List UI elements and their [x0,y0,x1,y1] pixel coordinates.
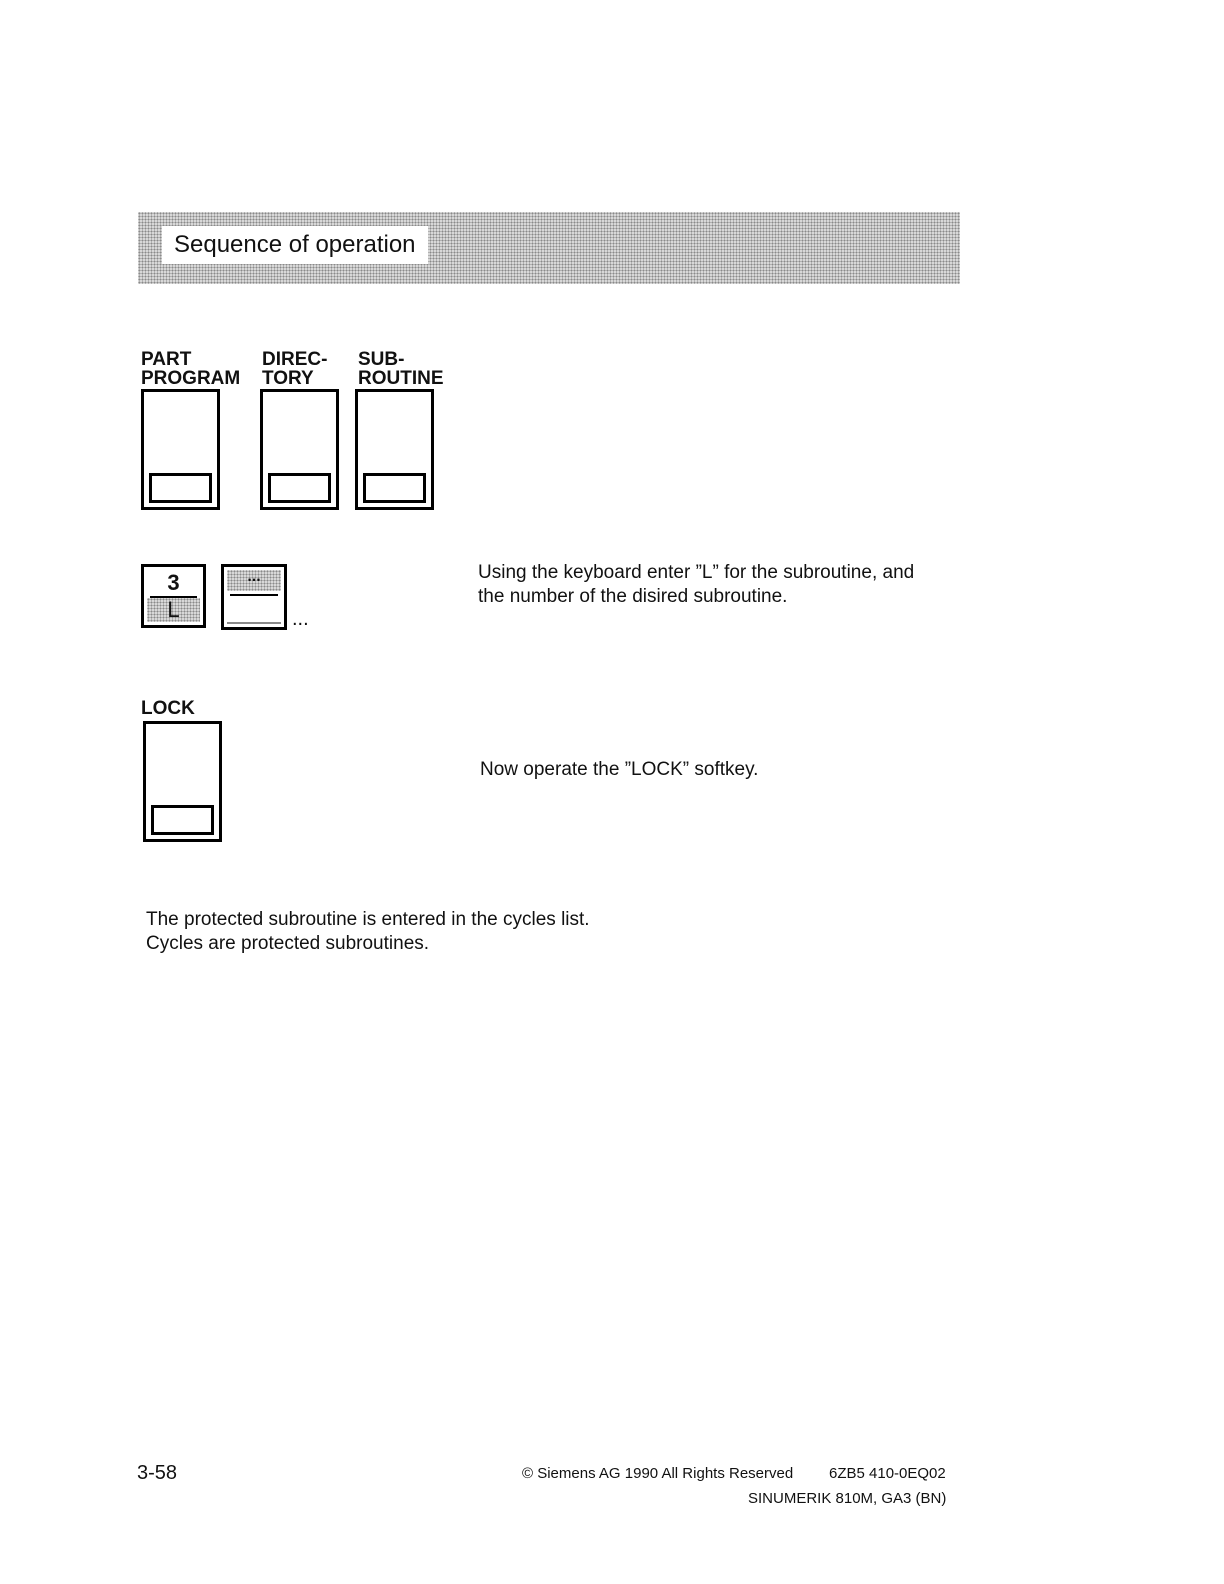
directory-label: DIREC- TORY [262,349,328,389]
softkey-slot [363,473,426,503]
subroutine-label: SUB- ROUTINE [358,349,444,389]
continuation-ellipsis: ... [292,608,309,630]
softkey-slot [151,805,214,835]
instruction-operate-lock: Now operate the ”LOCK” softkey. [480,759,759,780]
instruction-enter-subroutine: Using the keyboard enter ”L” for the subroutine, and the number of the disired subroutine. [478,562,915,607]
section-title-box [162,226,428,264]
key-bottom-edge [227,622,281,624]
section-title: Sequence of operation [174,231,416,258]
product-name: SINUMERIK 810M, GA3 (BN) [748,1490,947,1507]
lock-label: LOCK [141,698,195,719]
key-lower-symbol: L [147,598,200,622]
softkey-slot [268,473,331,503]
key-divider [230,594,278,596]
part-program-softkey[interactable] [141,389,220,510]
key-upper-symbol: 3 [167,570,180,595]
key-dots-symbol: ... [227,570,281,591]
protected-subroutine-note: The protected subroutine is entered in the cycles list. Cycles are protected subroutines. [146,909,590,954]
directory-softkey[interactable] [260,389,339,510]
key-3-l[interactable] [141,564,206,628]
subroutine-softkey[interactable] [355,389,434,510]
numeric-key-placeholder[interactable] [221,564,287,630]
copyright-notice: © Siemens AG 1990 All Rights Reserved [522,1465,794,1482]
page-number: 3-58 [137,1462,178,1484]
section-header-band [138,212,960,284]
lock-softkey[interactable] [143,721,222,842]
part-program-label: PART PROGRAM [141,349,241,389]
softkey-slot [149,473,212,503]
order-number: 6ZB5 410-0EQ02 [829,1465,946,1482]
